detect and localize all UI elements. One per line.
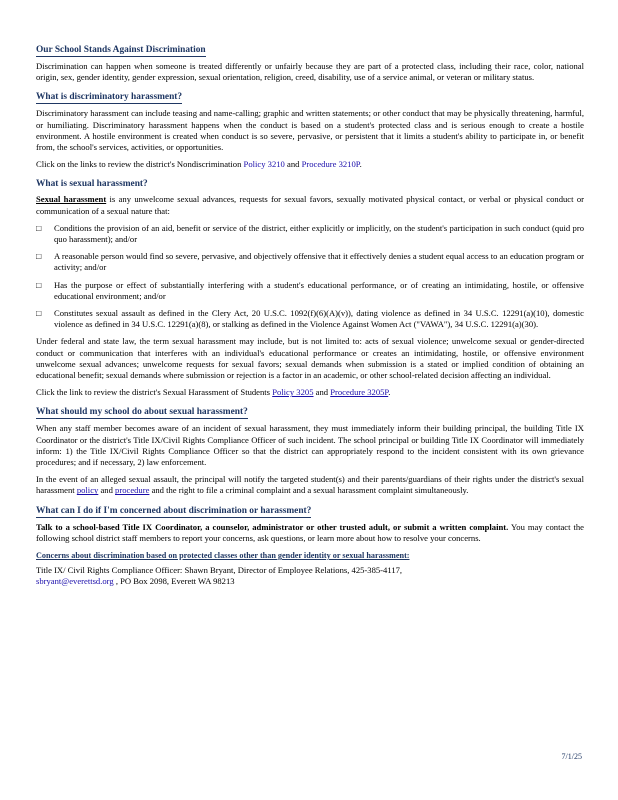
discriminatory-harassment-paragraph: Discriminatory harassment can include teasing and name-calling; graphic and written statements; or other conduct that may be physically threatening, harmful, or humiliating. Discriminatory harassment happens when the conduct is based on a student's protected class and is serious enough to create a hostile environment. A hostile environment is created when conduct is so severe, pervasive, or persistent that it limits a student's ability to participate in, or benefit from, the school's services, activities, or opportunities.: [36, 108, 584, 153]
heading-school-response: What should my school do about sexual harassment?: [36, 407, 248, 418]
staff-responsibility-paragraph: When any staff member becomes aware of an incident of sexual harassment, they must immediately inform their building principal, the building Title IX Coordinator or the district's Title IX/Civil Rights Compliance Officer of such incident. The school principal or building Title IX Coordinator will immediately inform: 1) the Title IX/Civil Rights Compliance Officer so that the district can appropriately respond to the incident consistent with its own grievance procedures; and if necessary, 2) law enforcement.: [36, 423, 584, 468]
sexual-harassment-intro: Sexual harassment is any unwelcome sexual advances, requests for sexual favors, sexually motivated physical contact, or verbal or physical conduct or communication of a sexual nature that:: [36, 194, 584, 216]
policy-3210-link[interactable]: Policy 3210: [243, 159, 285, 170]
procedure-3205p-link[interactable]: Procedure 3205P: [330, 387, 389, 398]
checkbox-glyph-icon: □: [36, 279, 42, 290]
section-discrimination: [36, 44, 584, 83]
list-item: □ A reasonable person would find so severe, pervasive, and objectively offensive that it effectively denies a student equal access to an education program or activity; and/or: [36, 251, 584, 273]
heading-concerns: What can I do if I'm concerned about discrimination or harassment?: [36, 505, 312, 516]
talk-to-paragraph: Talk to a school-based Title IX Coordinator, a counselor, administrator or other trusted adult, or submit a written complaint. You may contact the following school district staff members to report your concerns, ask questions, or learn more about how to resolve your concerns.: [36, 521, 584, 543]
section-discriminatory-harassment: [36, 91, 584, 170]
list-item: □ Has the purpose or effect of substantially interfering with a student's educational performance, or of creating an intimidating, hostile, or offensive educational environment; and/or: [36, 279, 584, 301]
checkbox-glyph-icon: □: [36, 222, 42, 233]
section-sexual-harassment: [36, 178, 584, 398]
checkbox-glyph-icon: □: [36, 308, 42, 319]
concerns-subheading: Concerns about discrimination based on protected classes other than gender identity or sexual harassment:: [36, 551, 410, 561]
section-concerns: [36, 505, 584, 588]
heading-stands-against: Our School Stands Against Discrimination: [36, 45, 206, 55]
document-page: [36, 44, 584, 588]
heading-sexual-harassment: What is sexual harassment?: [36, 179, 148, 190]
nondiscrimination-links: Click on the links to review the district's Nondiscrimination Policy 3210 and Procedure 3210P.: [36, 159, 362, 170]
procedure-link[interactable]: procedure: [115, 485, 150, 496]
heading-discriminatory-harassment: What is discriminatory harassment?: [36, 92, 183, 103]
federal-state-law-paragraph: Under federal and state law, the term sexual harassment may include, but is not limited to: acts of sexual violence; unwelcome sexual or gender-directed conduct or communication that interferes with an individual's educational performance or creates an intimidating, hostile, or offensive environment unwelcome sexual advances; unwelcome requests for sexual favors; sexual demands when submission is a stated or implied condition of obtaining an educational benefit; sexual demands where submission or rejection is a factor in an academic, or other school-related decision affecting an individual.: [36, 336, 584, 381]
list-item: □ Constitutes sexual assault as defined in the Clery Act, 20 U.S.C. 1092(f)(6)(A)(v)), dating violence as defined in 34 U.S.C. 12291(a)(10), domestic violence as defined in 34 U.S.C. 12291(a)(8), or stalking as defined in the Violence Against Women Act ("VAWA"), 34 U.S.C. 12291(a)(30).: [36, 308, 584, 330]
email-link[interactable]: sbryant@everettsd.org: [36, 576, 114, 587]
sexual-assault-paragraph: In the event of an alleged sexual assault, the principal will notify the targeted student(s) and their parents/guardians of their rights under the district's sexual harassment policy and procedure and the right to file a criminal complaint and a sexual harassment complaint simultaneously.: [36, 474, 584, 496]
mailing-address: , PO Box 2098, Everett WA 98213: [115, 576, 235, 587]
policy-3205-link[interactable]: Policy 3205: [272, 387, 314, 398]
procedure-3210p-link[interactable]: Procedure 3210P: [301, 159, 360, 170]
discrimination-paragraph: Discrimination can happen when someone is treated differently or unfairly because they are part of a protected class, including their race, color, national origin, sex, gender identity, gender expression, sexual orientation, religion, creed, disability, use of a service animal, or veteran or military status.: [36, 61, 584, 83]
footer-date: 7/1/25: [561, 752, 582, 761]
checkbox-glyph-icon: □: [36, 251, 42, 262]
sexual-harassment-links: Click the link to review the district's Sexual Harassment of Students Policy 3205 and Procedure 3205P.: [36, 387, 391, 398]
section-school-response: [36, 406, 584, 496]
compliance-officer-contact: Title IX/ Civil Rights Compliance Officer: Shawn Bryant, Director of Employee Relations, 425-385-4117,: [36, 565, 403, 576]
policy-link[interactable]: policy: [76, 485, 99, 496]
contact-block: [36, 565, 584, 587]
list-item: □ Conditions the provision of an aid, benefit or service of the district, either explicitly or implicitly, on the student's participation in such conduct (quid pro quo harassment); and/or: [36, 222, 584, 245]
